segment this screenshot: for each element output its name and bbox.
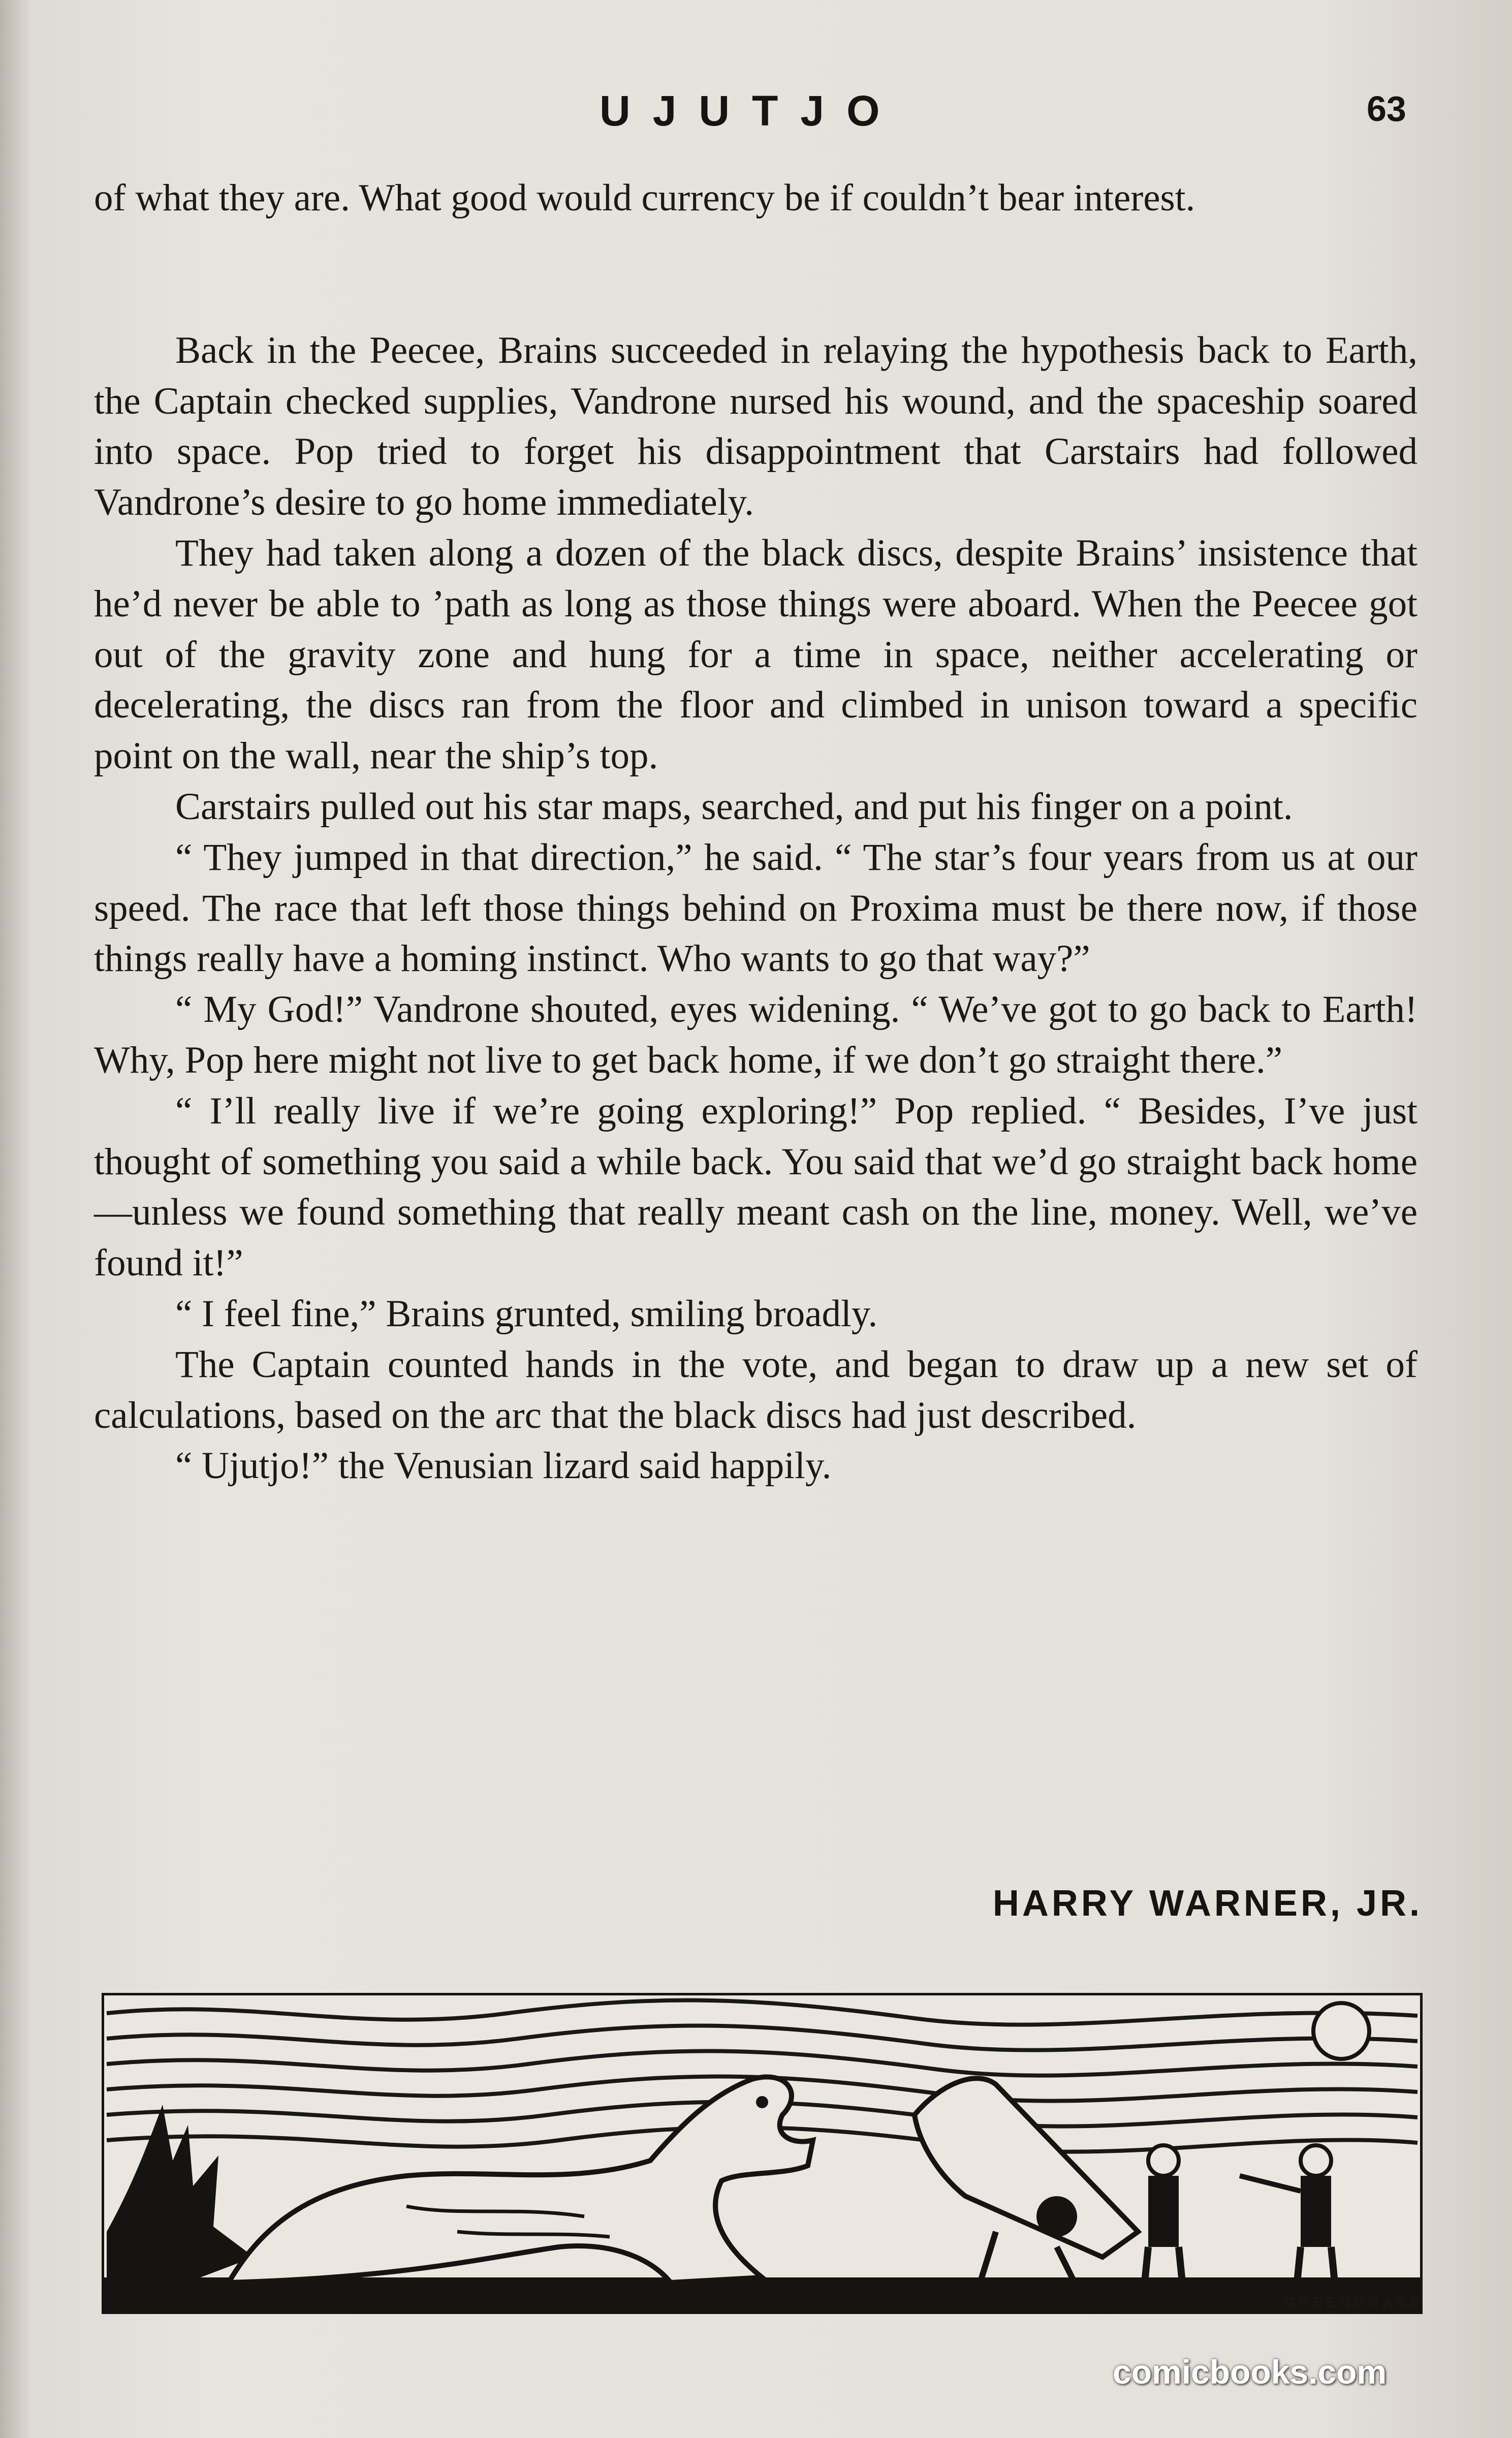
paragraph: The Captain counted hands in the vote, and began to draw up a new set of calculations, based on the arc that the black discs had just described. — [94, 1343, 1418, 1436]
planet-icon — [1313, 2003, 1369, 2059]
paragraph: “ My God!” Vandrone shouted, eyes widening. “ We’ve got to go back to Earth! Why, Pop here might not live to get back home, if we don’t go straight there.” — [94, 988, 1418, 1081]
page-header — [0, 81, 1512, 142]
illustration-drawing — [102, 1993, 1423, 2314]
paragraph: “ They jumped in that direction,” he said. “ The star’s four years from us at our speed. The race that left those things behind on Proxima must be there now, if those things really have a homing instinct. Who wants to go that way?” — [94, 836, 1418, 980]
paragraph: “ Ujutjo!” the Venusian lizard said happily. — [175, 1445, 832, 1487]
paragraph: Carstairs pulled out his star maps, searched, and put his finger on a point. — [175, 785, 1293, 828]
page-number: 63 — [1367, 89, 1406, 129]
running-title: UJUTJO — [600, 87, 902, 135]
artist-signature: GREENGRASS — [1283, 2294, 1423, 2311]
paragraph: Back in the Peecee, Brains succeeded in relaying the hypothesis back to Earth, the Captain checked supplies, Vandrone nursed his wound, and the spaceship soared into space. Pop tried to forget his disappointment that Carstairs had followed Vandrone’s desire to go home immediately. — [94, 329, 1418, 524]
watermark: comicbooks.com — [1113, 2353, 1387, 2391]
paragraph: of what they are. What good would currency be if couldn’t bear interest. — [94, 177, 1195, 219]
paragraph: “ I’ll really live if we’re going exploring!” Pop replied. “ Besides, I’ve just thought of something you said a while back. You said that we’d go straight back home—unless we found something that really meant cash on the line, money. Well, we’ve found it!” — [94, 1089, 1418, 1285]
paragraph: “ I feel fine,” Brains grunted, smiling broadly. — [175, 1292, 878, 1335]
story-text — [94, 173, 1418, 1491]
story-illustration — [102, 1993, 1423, 2314]
author-byline: HARRY WARNER, JR. — [992, 1883, 1423, 1924]
paragraph: They had taken along a dozen of the black discs, despite Brains’ insistence that he’d never be able to ’path as long as those things were aboard. When the Peecee got out of the gravity zone and hung for a time in space, neither accelerating or decelerating, the discs ran from the floor and climbed in unison toward a specific point on the wall, near the ship’s top. — [94, 532, 1418, 777]
